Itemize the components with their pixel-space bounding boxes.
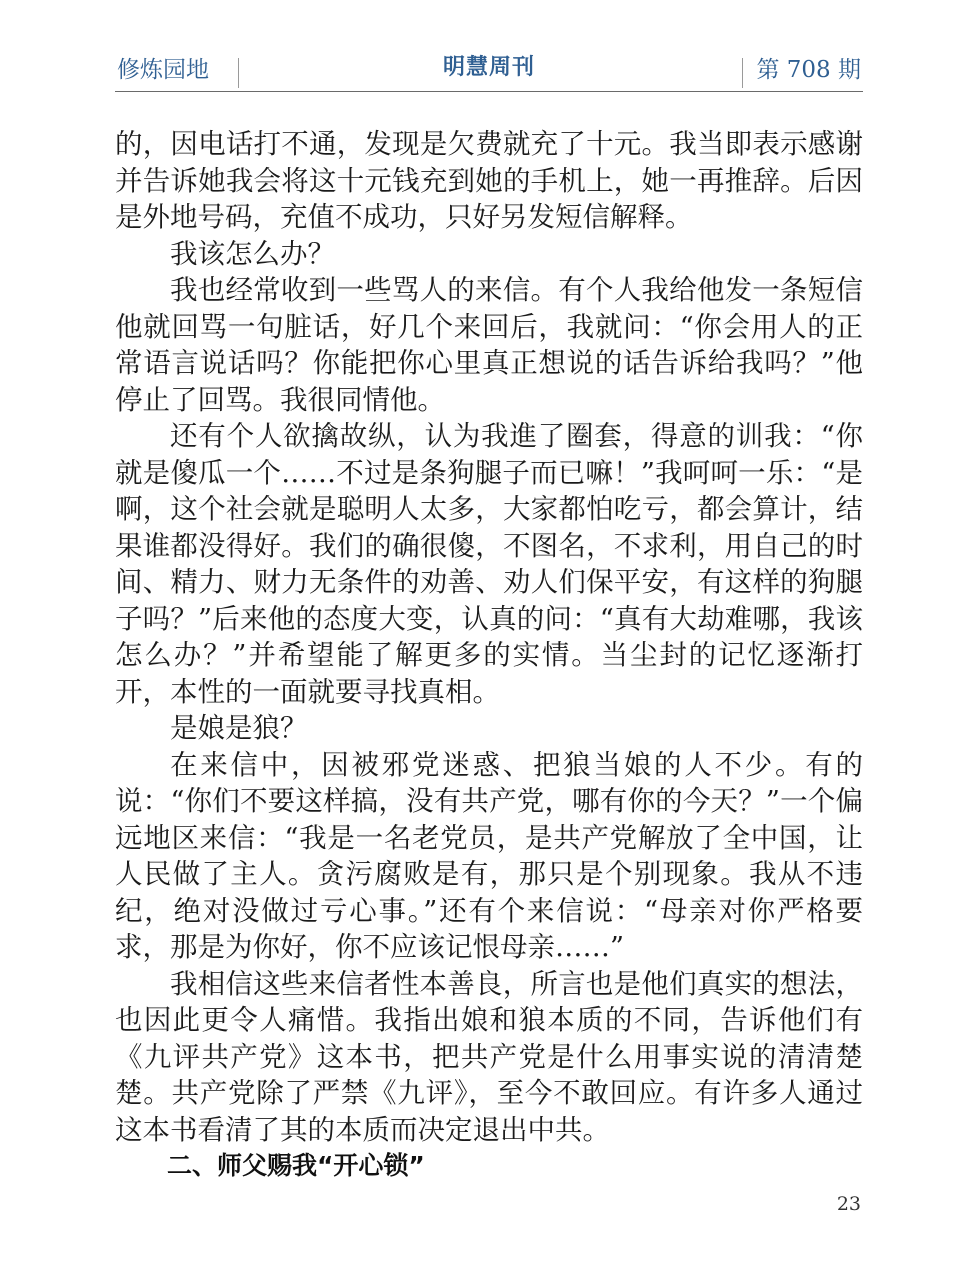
paragraph: 还有个人欲擒故纵，认为我進了圈套，得意的训我：“你就是傻瓜一个……不过是条狗腿子而已嘛！”我呵呵一乐：“是啊，这个社会就是聪明人太多，大家都怕吃亏，都会算计，结果谁都没得好。我们的确很傻，不图名，不求利，用自己的时间、精力、财力无条件的劝善、劝人们保平安，有这样的狗腿子吗？”后来他的态度大变，认真的问：“真有大劫难哪，我该怎么办？”并希望能了解更多的实情。当尘封的记忆逐渐打开，本性的一面就要寻找真相。 bbox=[115, 420, 863, 708]
article-body bbox=[115, 126, 863, 1148]
section-heading: 二、师父赐我“开心锁” bbox=[167, 1151, 425, 1180]
issue-number: 第 708 期 bbox=[756, 57, 861, 83]
paragraph: 我也经常收到一些骂人的来信。有个人我给他发一条短信他就回骂一句脏话，好几个来回后，我就问：“你会用人的正常语言说话吗？你能把你心里真正想说的话告诉给我吗？”他停止了回骂。我很同情他。 bbox=[115, 274, 863, 416]
paragraph: 在来信中，因被邪党迷惑、把狼当娘的人不少。有的说：“你们不要这样搞，没有共产党，哪有你的今天？”一个偏远地区来信：“我是一名老党员，是共产党解放了全中国，让人民做了主人。贪污腐败是有，那只是个别现象。我从不违纪，绝对没做过亏心事。”还有个来信说：“母亲对你严格要求，那是为你好，你不应该记恨母亲……” bbox=[115, 748, 863, 963]
paragraph: 我相信这些来信者性本善良，所言也是他们真实的想法，也因此更令人痛惜。我指出娘和狼本质的不同，告诉他们有《九评共产党》这本书，把共产党是什么用事实说的清清楚楚。共产党除了严禁《九评》，至今不敢回应。有许多人通过这本书看清了其的本质而决定退出中共。 bbox=[115, 967, 863, 1146]
paragraph: 我该怎么办？ bbox=[170, 237, 335, 270]
page-header bbox=[115, 50, 863, 92]
header-rule bbox=[115, 91, 863, 92]
paragraph: 是娘是狼？ bbox=[170, 712, 308, 744]
section-name: 修炼园地 bbox=[117, 57, 209, 83]
paragraph: 的，因电话打不通，发现是欠费就充了十元。我当即表示感谢并告诉她我会将这十元钱充到她的手机上，她一再推辞。后因是外地号码，充值不成功，只好另发短信解释。 bbox=[115, 128, 863, 233]
page-number: 23 bbox=[836, 1193, 861, 1215]
publication-title: 明慧周刊 bbox=[442, 55, 535, 80]
header-divider-right bbox=[742, 58, 743, 88]
